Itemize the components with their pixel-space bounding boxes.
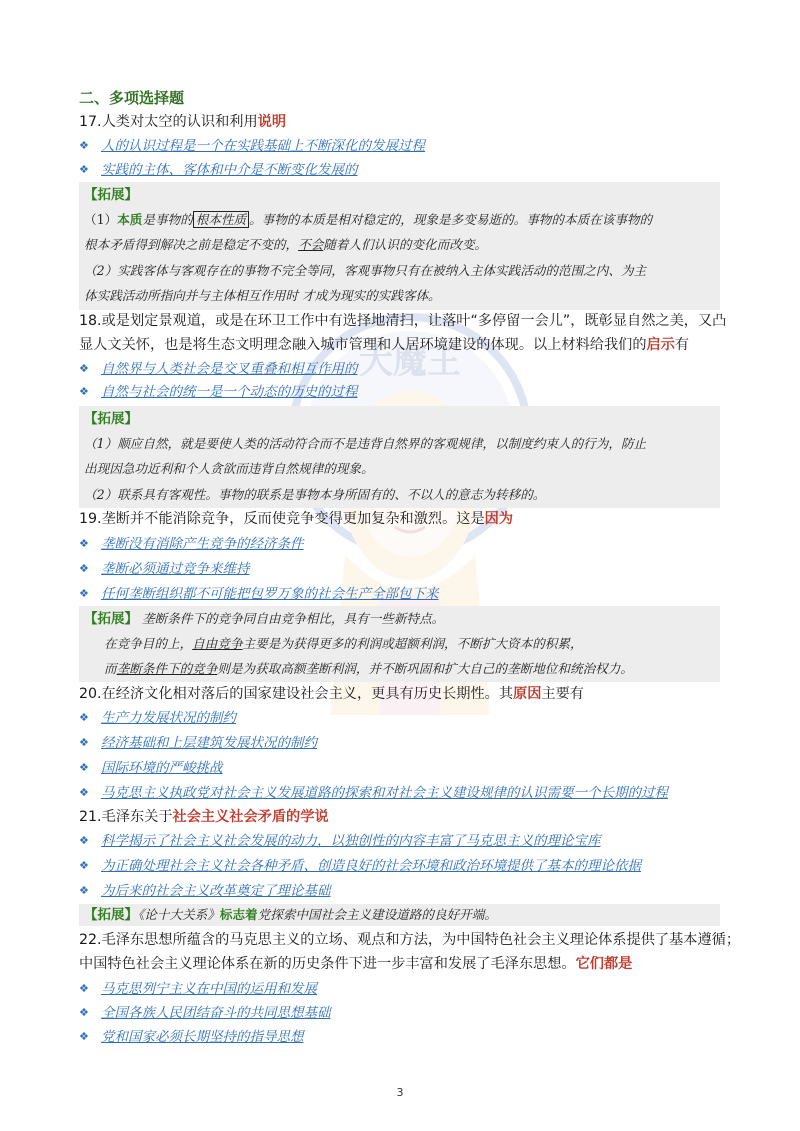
question-17-extension-line: （1）本质是事物的 根本性质 。事物的本质是相对稳定的，现象是多变易逝的。事物的本质在该事物的 bbox=[84, 212, 653, 227]
question-17-keyword: 说明 bbox=[257, 114, 287, 130]
question-22-keyword: 它们都是 bbox=[575, 956, 633, 972]
question-20-option: ❖ 经济基础和上层建筑发展状况的制约 bbox=[79, 735, 317, 751]
question-22-option: ❖ 全国各族人民团结奋斗的共同思想基础 bbox=[79, 1005, 331, 1021]
diamond-bullet-icon: ❖ bbox=[79, 786, 89, 799]
question-18-extension-line: 出现因急功近利和个人贪欲而违背自然规律的现象。 bbox=[84, 461, 374, 476]
question-18-stem-line1: 18.或是划定景观道，或是在环卫工作中有选择地清扫，让落叶“多停留一会儿”，既彰显自然之美，又凸 bbox=[79, 313, 727, 329]
extension-label: 【拓展】 bbox=[84, 187, 138, 203]
diamond-bullet-icon: ❖ bbox=[79, 761, 89, 774]
question-19-extension-line: 【拓展】 垄断条件下的竞争同自由竞争相比，具有一些新特点。 bbox=[84, 611, 445, 627]
diamond-bullet-icon: ❖ bbox=[79, 139, 89, 152]
question-20-keyword: 原因 bbox=[513, 686, 542, 702]
diamond-bullet-icon: ❖ bbox=[79, 362, 89, 375]
question-20-option: ❖ 马克思主义执政党对社会主义发展道路的探索和对社会主义建设规律的认识需要一个长期的过程 bbox=[79, 785, 668, 801]
question-18-keyword: 启示 bbox=[646, 337, 675, 353]
question-17-extension-line: （2）实践客体与客观存在的事物不完全等同，客观事物只有在被纳入主体实践活动的范围之内、为主 bbox=[84, 263, 647, 278]
diamond-bullet-icon: ❖ bbox=[79, 982, 89, 995]
question-21-keyword: 社会主义社会矛盾的学说 bbox=[172, 809, 329, 825]
question-17-extension-line: 体实践活动所指向并与主体相互作用时 才成为现实的实践客体。 bbox=[84, 288, 441, 303]
question-20-option: ❖ 国际环境的严峻挑战 bbox=[79, 760, 223, 776]
question-18-extension-line: （1）顺应自然，就是要使人类的活动符合而不是违背自然界的客观规律，以制度约束人的行为，防止 bbox=[84, 436, 647, 451]
question-22-option: ❖ 党和国家必须长期坚持的指导思想 bbox=[79, 1029, 304, 1045]
question-20-stem: 20.在经济文化相对落后的国家建设社会主义，更具有历史长期性。其原因主要有 bbox=[79, 686, 584, 702]
question-19-keyword: 因为 bbox=[484, 511, 514, 527]
diamond-bullet-icon: ❖ bbox=[79, 834, 89, 847]
question-19-option: ❖ 垄断必须通过竞争来维持 bbox=[79, 561, 250, 577]
question-19-option: ❖ 垄断没有消除产生竞争的经济条件 bbox=[79, 536, 304, 552]
diamond-bullet-icon: ❖ bbox=[79, 385, 89, 398]
diamond-bullet-icon: ❖ bbox=[79, 587, 89, 600]
question-18-option: ❖ 自然界与人类社会是交叉重叠和相互作用的 bbox=[79, 361, 358, 377]
question-17-option: ❖ 实践的主体、客体和中介是不断变化发展的 bbox=[79, 162, 358, 178]
section-title: 二、多项选择题 bbox=[79, 89, 185, 107]
diamond-bullet-icon: ❖ bbox=[79, 1006, 89, 1019]
question-18-stem-line2: 显人文关怀，也是将生态文明理念融入城市管理和人居环境建设的体现。以上材料给我们的启示有 bbox=[79, 337, 690, 353]
page-number: 3 bbox=[396, 1086, 404, 1099]
diamond-bullet-icon: ❖ bbox=[79, 711, 89, 724]
question-22-stem-line2: 中国特色社会主义理论体系在新的历史条件下进一步丰富和发展了毛泽东思想。它们都是 bbox=[79, 956, 633, 972]
diamond-bullet-icon: ❖ bbox=[79, 562, 89, 575]
question-22-option: ❖ 马克思列宁主义在中国的运用和发展 bbox=[79, 981, 317, 997]
diamond-bullet-icon: ❖ bbox=[79, 884, 89, 897]
diamond-bullet-icon: ❖ bbox=[79, 537, 89, 550]
question-19-option: ❖ 任何垄断组织都不可能把包罗万象的社会生产全部包下来 bbox=[79, 586, 439, 602]
watermark-text: 大魔王 bbox=[359, 342, 461, 382]
question-19-stem: 19.垄断并不能消除竞争，反而使竞争变得更加复杂和激烈。这是因为 bbox=[79, 511, 514, 527]
question-20-option: ❖ 生产力发展状况的制约 bbox=[79, 710, 236, 726]
question-18-extension-line: （2）联系具有客观性。事物的联系是事物本身所固有的、不以人的意志为转移的。 bbox=[84, 487, 546, 502]
diamond-bullet-icon: ❖ bbox=[79, 163, 89, 176]
question-18-option: ❖ 自然与社会的统一是一个动态的历史的过程 bbox=[79, 384, 358, 400]
question-22-stem-line1: 22.毛泽东思想所蕴含的马克思主义的立场、观点和方法，为中国特色社会主义理论体系提供了基本遵循； bbox=[79, 932, 741, 948]
extension-label: 【拓展】 bbox=[84, 411, 138, 427]
diamond-bullet-icon: ❖ bbox=[79, 736, 89, 749]
diamond-bullet-icon: ❖ bbox=[79, 859, 89, 872]
question-21-extension-line: 【拓展】《论十大关系》标志着党探索中国社会主义建设道路的良好开端。 bbox=[84, 907, 497, 923]
question-17-stem: 17.人类对太空的认识和利用说明 bbox=[79, 114, 287, 130]
question-21-option: ❖ 为后来的社会主义改革奠定了理论基础 bbox=[79, 883, 331, 899]
question-17-extension-line: 根本矛盾得到解决之前是稳定不变的，不会随着人们认识的变化而改变。 bbox=[84, 237, 487, 252]
question-21-stem: 21.毛泽东关于社会主义社会矛盾的学说 bbox=[79, 809, 329, 825]
question-19-extension-line: 而垄断条件下的竞争则是为获取高额垄断利润，并不断巩固和扩大自己的垄断地位和统治权力。 bbox=[104, 661, 633, 676]
diamond-bullet-icon: ❖ bbox=[79, 1030, 89, 1043]
question-21-option: ❖ 科学揭示了社会主义社会发展的动力，以独创性的内容丰富了马克思主义的理论宝库 bbox=[79, 833, 601, 849]
question-21-option: ❖ 为正确处理社会主义社会各种矛盾、创造良好的社会环境和政治环境提供了基本的理论依据 bbox=[79, 858, 641, 874]
question-17-option: ❖ 人的认识过程是一个在实践基础上不断深化的发展过程 bbox=[79, 138, 425, 154]
question-19-extension-line: 在竞争目的上，自由竞争主要是为获得更多的利润或超额利润，不断扩大资本的积累， bbox=[104, 636, 583, 651]
